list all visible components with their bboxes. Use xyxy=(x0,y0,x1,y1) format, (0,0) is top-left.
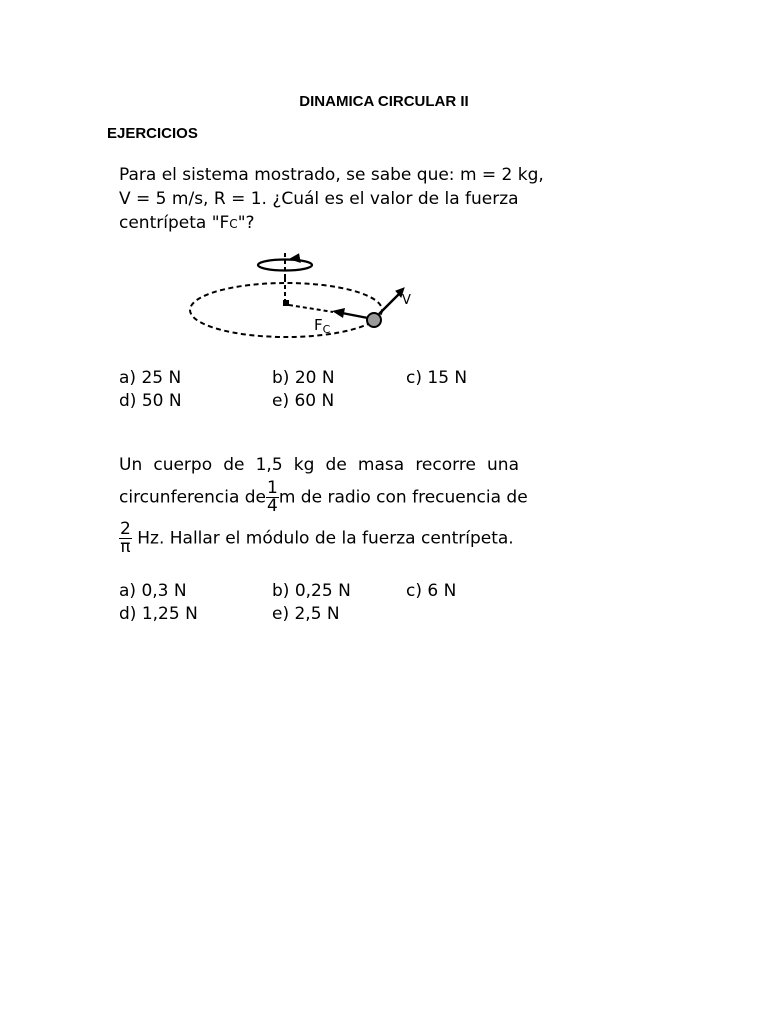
option-a: a) 0,3 N xyxy=(119,581,187,601)
option-d: d) 50 N xyxy=(119,391,182,411)
option-e: e) 60 N xyxy=(272,391,335,411)
question-1-line-1: Para el sistema mostrado, se sabe que: m = 2 kg, xyxy=(119,165,544,185)
center-point xyxy=(283,300,289,306)
document-title: DINAMICA CIRCULAR II xyxy=(299,93,469,110)
option-d: d) 1,25 N xyxy=(119,604,198,624)
velocity-arrow xyxy=(379,288,404,314)
fraction-numerator: 1 xyxy=(267,478,278,498)
fraction-denominator: 4 xyxy=(267,496,278,516)
section-heading: EJERCICIOS xyxy=(107,125,198,142)
question-2-line-2-pre: circunferencia de xyxy=(119,487,267,508)
orbit-path xyxy=(190,283,382,337)
mass-ball xyxy=(367,313,381,327)
radius-line xyxy=(289,305,333,312)
velocity-label: V xyxy=(402,293,411,308)
question-2-line-2-post: m de radio con frecuencia de xyxy=(278,487,528,508)
centripetal-force-letter: F xyxy=(314,316,323,334)
fraction-two-over-pi xyxy=(119,521,132,556)
rotation-arrow-icon xyxy=(258,253,312,278)
question-2-line-3-post: Hz. Hallar el módulo de la fuerza centrípeta. xyxy=(131,528,514,549)
question-1-line-2: V = 5 m/s, R = 1. ¿Cuál es el valor de la fuerza xyxy=(119,189,519,209)
question-1-line-3-subscript: C xyxy=(229,217,238,231)
circular-motion-diagram xyxy=(185,250,435,345)
fraction-denominator: π xyxy=(120,537,131,557)
centripetal-force-label xyxy=(314,316,331,336)
option-c: c) 15 N xyxy=(406,368,468,388)
question-2-line-3 xyxy=(119,521,519,556)
option-b: b) 0,25 N xyxy=(272,581,351,601)
question-2 xyxy=(119,450,528,557)
question-1-line-3 xyxy=(119,211,519,236)
question-2-line-2 xyxy=(119,478,528,516)
option-e: e) 2,5 N xyxy=(272,604,340,624)
option-c: c) 6 N xyxy=(406,581,457,601)
option-a: a) 25 N xyxy=(119,368,182,388)
question-1-line-3-post: "? xyxy=(237,213,255,233)
centripetal-force-subscript: C xyxy=(322,323,331,336)
question-1 xyxy=(119,163,544,236)
question-2-line-1: Un cuerpo de 1,5 kg de masa recorre una xyxy=(119,455,519,475)
fraction-numerator: 2 xyxy=(120,519,131,539)
question-1-line-3-pre: centrípeta "F xyxy=(119,213,230,233)
option-b: b) 20 N xyxy=(272,368,335,388)
fraction-one-quarter xyxy=(266,480,279,515)
